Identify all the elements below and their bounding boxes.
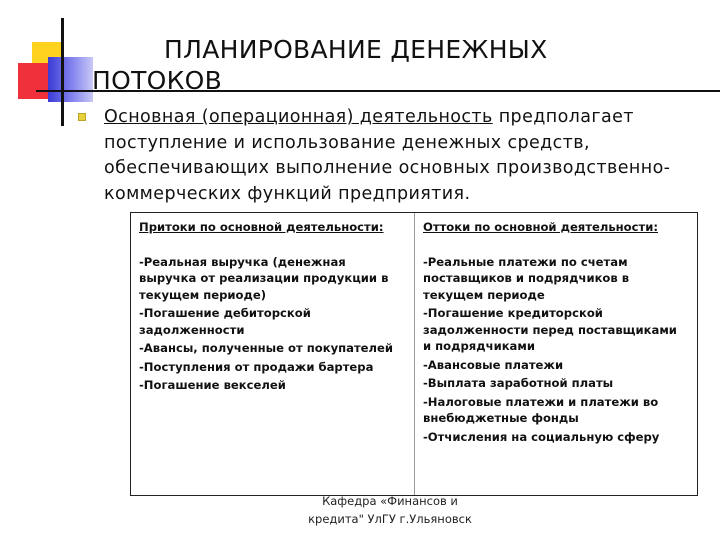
- outflow-item: -Налоговые платежи и платежи во внебюджетные фонды: [423, 394, 659, 425]
- footer-line2: кредита" УлГУ г.Ульяновск: [308, 512, 472, 526]
- inflow-item: -Погашение дебиторской задолженности: [139, 306, 311, 337]
- inflow-item: -Погашение векселей: [139, 378, 286, 392]
- inflow-item: -Поступления от продажи бартера: [139, 359, 374, 374]
- inflows-column: [131, 213, 414, 495]
- outflow-item: -Авансовые платежи: [423, 357, 564, 372]
- inflows-header: Притоки по основной деятельности:: [139, 220, 384, 234]
- slide-title-line1: ПЛАНИРОВАНИЕ ДЕНЕЖНЫХ: [164, 35, 548, 64]
- cashflow-table: [130, 212, 698, 496]
- outflow-item: -Отчисления на социальную сферу: [423, 429, 660, 444]
- inflow-item: -Реальная выручка (денежная выручка от реализации продукции в текущем периоде): [139, 254, 389, 302]
- decor-vertical-line: [61, 18, 64, 126]
- bullet-square-icon: [78, 113, 86, 121]
- outflow-item: -Реальные платежи по счетам поставщиков и подрядчиков в текущем периоде: [423, 254, 630, 302]
- outflow-item: -Выплата заработной платы: [423, 376, 614, 390]
- slide-title: [92, 34, 692, 96]
- bullet-description: предполагает поступление и использование денежных средств, обеспечивающих выполнение основных производственно-коммерческих функций предприятия.: [104, 107, 671, 204]
- footer-line1: Кафедра «Финансов и: [322, 494, 458, 508]
- decor-blue-square: [48, 57, 93, 102]
- outflows-column: [414, 213, 697, 495]
- inflow-item: -Авансы, полученные от покупателей: [139, 341, 394, 355]
- slide-title-line2: ПОТОКОВ: [92, 66, 223, 95]
- outflows-header: Оттоки по основной деятельности:: [423, 220, 658, 234]
- bullet-lead-term: Основная (операционная) деятельность: [104, 107, 493, 127]
- bullet-paragraph: [104, 105, 714, 207]
- slide-footer: [260, 492, 520, 528]
- outflow-item: -Погашение кредиторской задолженности перед поставщиками и подрядчиками: [423, 306, 677, 353]
